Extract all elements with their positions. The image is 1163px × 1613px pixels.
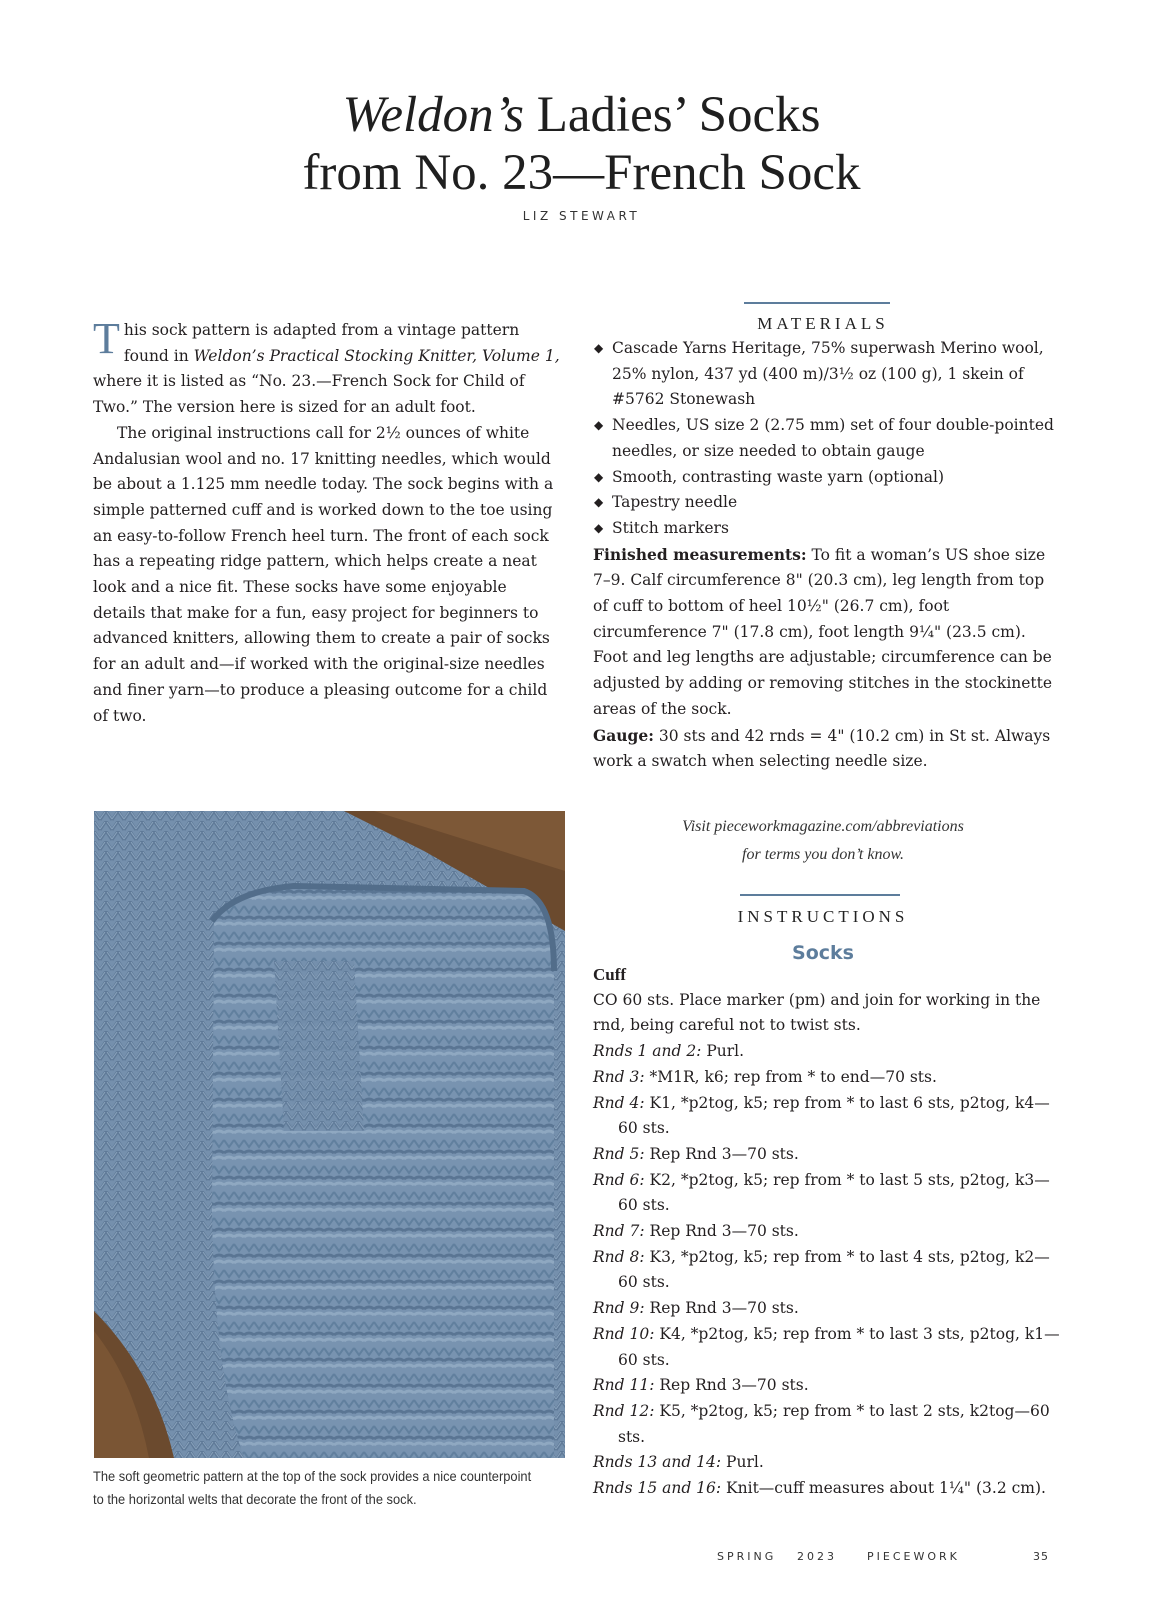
title-italic: Weldon’s [342, 87, 524, 143]
instruction-row: Rnds 13 and 14: Purl. [593, 1453, 764, 1472]
drop-cap: T [93, 314, 120, 363]
materials-heading: MATERIALS [757, 314, 889, 333]
article-title [0, 86, 1163, 202]
intro-text [93, 314, 563, 729]
materials-item: ◆ Needles, US size 2 (2.75 mm) set of four double-pointed needles, or size needed to obtain gauge [594, 416, 1054, 460]
instruction-row: Rnd 6: K2, *p2tog, k5; rep from * to last 5 sts, p2tog, k3—60 sts. [593, 1170, 1050, 1215]
instruction-row: Rnds 15 and 16: Knit—cuff measures about 1¼" (3.2 cm). [593, 1479, 1046, 1498]
instructions-section [593, 962, 1063, 1502]
knit-sock-illustration [94, 811, 565, 1458]
materials-section [593, 336, 1063, 775]
gauge: Gauge: 30 sts and 42 rnds = 4" (10.2 cm) in St st. Always work a swatch when selecting needle size. [593, 725, 1051, 771]
title-line1: Ladies’ Socks [523, 87, 821, 143]
instruction-row: Rnd 5: Rep Rnd 3—70 sts. [593, 1144, 799, 1163]
finished-measurements: Finished measurements: To fit a woman’s US shoe size 7–9. Calf circumference 8" (20.3 cm), leg length from top of cuff to bottom of heel 10½" (26.7 cm), foot circumference 7" (17.8 cm), foot length 9¼" (23.5 cm). Foot and leg lengths are adjustable; circumference can be adjusted by adding or removing stitches in the stockinette areas of the sock. [593, 544, 1053, 718]
materials-item: ◆ Cascade Yarns Heritage, 75% superwash Merino wool, 25% nylon, 437 yd (400 m)/3½ oz (100 g), 1 skein of #5762 Stonewash [594, 339, 1044, 409]
instruction-row: Rnd 3: *M1R, k6; rep from * to end—70 sts. [593, 1067, 937, 1086]
instruction-row: Rnd 7: Rep Rnd 3—70 sts. [593, 1222, 799, 1241]
instruction-row: Rnd 8: K3, *p2tog, k5; rep from * to last 4 sts, p2tog, k2—60 sts. [593, 1247, 1050, 1292]
instructions-rule [740, 894, 900, 896]
footer-magazine: PIECEWORK [867, 1550, 960, 1563]
intro-paragraph-2: The original instructions call for 2½ ounces of white Andalusian wool and no. 17 knitting needles, which would be about a 1.125 mm needle today. The sock begins with a simple patterned cuff and is worked down to the toe using an easy-to-follow French heel turn. The front of each sock has a repeating ridge pattern, which helps create a neat look and a nice fit. These socks have some enjoyable details that make for a fun, easy project for beginners to advanced knitters, allowing them to create a pair of socks for an adult and—if worked with the original-size needles and finer yarn—to produce a pleasing outcome for a child of two. [93, 423, 554, 725]
photo-caption: The soft geometric pattern at the top of the sock provides a nice counterpoint to the horizontal welts that decorate the front of the sock. [93, 1468, 532, 1507]
page-number: 35 [1033, 1550, 1049, 1563]
materials-item: ◆ Smooth, contrasting waste yarn (optional) [594, 467, 945, 486]
instruction-row: Rnd 4: K1, *p2tog, k5; rep from * to last 6 sts, p2tog, k4—60 sts. [593, 1093, 1050, 1138]
cuff-heading: Cuff [593, 965, 627, 984]
materials-item: ◆ Tapestry needle [594, 493, 738, 512]
instruction-row: Rnd 12: K5, *p2tog, k5; rep from * to last 2 sts, k2tog—60 sts. [593, 1401, 1050, 1446]
socks-subheading: Socks [792, 942, 854, 964]
instruction-row: Rnds 1 and 2: Purl. [593, 1042, 745, 1061]
materials-item: ◆ Stitch markers [594, 518, 729, 537]
title-line2: from No. 23—French Sock [302, 145, 861, 201]
materials-rule [744, 302, 890, 304]
instruction-row: Rnd 10: K4, *p2tog, k5; rep from * to last 3 sts, p2tog, k1—60 sts. [593, 1324, 1060, 1369]
instruction-row: Rnd 11: Rep Rnd 3—70 sts. [593, 1376, 809, 1395]
footer-year: 2023 [797, 1550, 837, 1563]
sock-photo [94, 811, 565, 1458]
footer-season: SPRING [717, 1550, 777, 1563]
intro-paragraph-1: This sock pattern is adapted from a vintage pattern found in Weldon’s Practical Stocking Knitter, Volume 1, where it is listed as “No. 23.—French Sock for Child of Two.” The version here is sized for an adult foot. [93, 314, 560, 417]
instructions-heading: INSTRUCTIONS [737, 907, 909, 926]
abbreviations-link[interactable]: Visit pieceworkmagazine.com/abbreviations [682, 818, 964, 835]
byline: LIZ STEWART [522, 209, 641, 223]
materials-list [593, 336, 1063, 542]
abbreviations-note: Visit pieceworkmagazine.com/abbreviations for terms you don’t know. [593, 813, 1053, 869]
instruction-row: Rnd 9: Rep Rnd 3—70 sts. [593, 1299, 799, 1318]
cuff-intro: CO 60 sts. Place marker (pm) and join for working in the rnd, being careful not to twist sts. [593, 990, 1041, 1035]
